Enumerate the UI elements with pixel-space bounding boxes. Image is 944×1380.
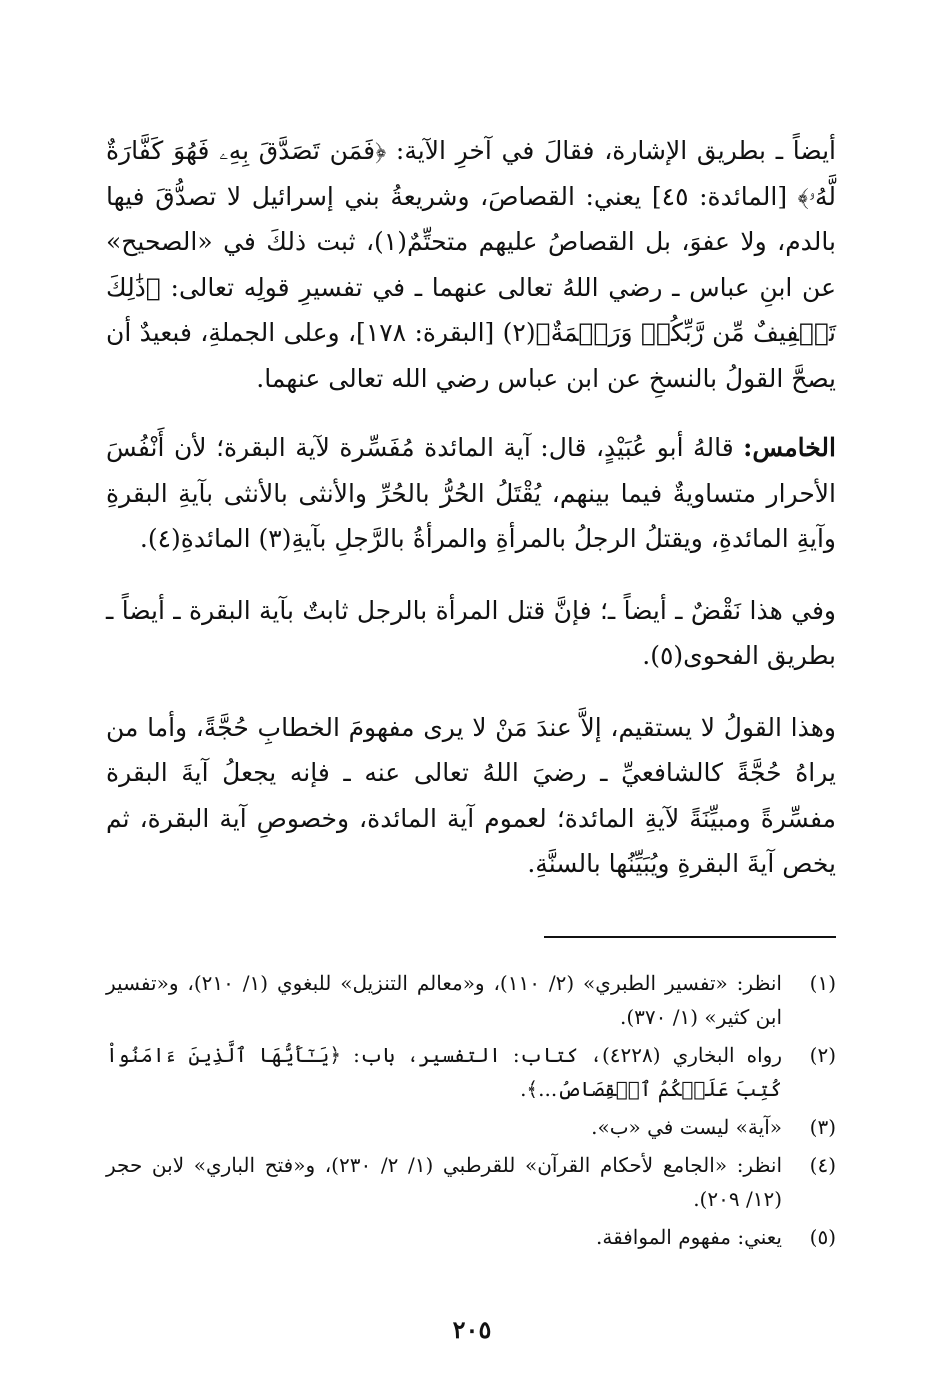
- paragraph: وفي هذا نَقْضٌ ـ أيضاً ـ؛ فإنَّ قتل المرأة بالرجل ثابتٌ بآية البقرة ـ أيضاً ـ بطريق الفحوى(٥).: [106, 595, 836, 670]
- footnote-text: «آية» ليست في «ب».: [591, 1115, 782, 1139]
- footnote: [106, 1110, 836, 1144]
- section-term: الخامس:: [743, 433, 836, 462]
- footnote-text: يعني: مفهوم الموافقة.: [596, 1225, 782, 1249]
- footnote-number: (٤): [809, 1153, 836, 1177]
- footnotes: [106, 966, 836, 1258]
- footnote: [106, 1148, 836, 1216]
- footnote-number: (٣): [809, 1115, 836, 1139]
- footnote-number: (٥): [809, 1225, 836, 1249]
- footnote-divider: [544, 936, 836, 938]
- paragraph-fifth-opinion: [106, 425, 836, 562]
- paragraph: وهذا القولُ لا يستقيم، إلاَّ عندَ مَنْ لا يرى مفهومَ الخطابِ حُجَّةً، وأما من يراهُ حُجَّةً كالشافعيِّ ـ رضيَ اللهُ تعالى عنه ـ فإنه يجعلُ آيةَ البقرة مفسِّرةً ومبيِّنَةً لآيةِ المائدة؛ لعموم آية المائدة، وخصوصِ آية البقرة، ثم يخص آيةَ البقرةِ ويُبَيِّنُها بالسنَّةِ.: [106, 712, 836, 878]
- footnote-text: انظر: «تفسير الطبري» (٢/ ١١٠)، و«معالم التنزيل» للبغوي (١/ ٢١٠)، و«تفسير ابن كثير» (١/ ٣٧٠).: [106, 971, 782, 1029]
- paragraph-text: قالهُ أبو عُبَيْدٍ، قال: آية المائدة مُفَسِّرة لآية البقرة؛ لأن أَنْفُسَ الأحرار متساويةٌ فيما بينهم، يُقْتَلُ الحُرُّ بالحُرِّ والأنثى بالأنثى بآيةِ البقرةِ وآيةِ المائدةِ، ويقتلُ الرجلُ بالمرأةِ والمرأةُ بالرَّجلِ بآيةِ(٣) المائدةِ(٤).: [106, 433, 836, 553]
- footnote-number: (٢): [809, 1043, 836, 1067]
- main-text: [106, 128, 836, 913]
- footnote: [106, 966, 836, 1034]
- page-number: ٢٠٥: [452, 1315, 492, 1344]
- footnote: [106, 1220, 836, 1254]
- paragraph: أيضاً ـ بطريق الإشارة، فقالَ في آخرِ الآية: ﴿فَمَن تَصَدَّقَ بِهِۦ فَهُوَ كَفَّارَةٌ لَّهُۥ﴾ [المائدة: ٤٥] يعني: القصاصَ، وشريعةُ بني إسرائيل لا تصدُّقَ فيها بالدم، ولا عفوَ، بل القصاصُ عليهم متحتِّمٌ(١)، ثبت ذلكَ في «الصحيح» عن ابنِ عباس ـ رضي اللهُ تعالى عنهما ـ في تفسيرِ قولِه تعالى: ﴿ذَٰلِكَ تَخۡفِيفٌ مِّن رَّبِّكُمۡ وَرَحۡمَةٌ﴾(٢) [البقرة: ١٧٨]، وعلى الجملةِ، فبعيدٌ أن يصحَّ القولُ بالنسخِ عن ابن عباس رضي الله تعالى عنهما.: [106, 136, 837, 393]
- footnote-text: رواه البخاري (٤٢٢٨)، كتاب: التفسير، باب: ﴿يَـٰٓأَيُّهَا ٱلَّذِينَ ءَامَنُواْ كُتِبَ عَلَيۡكُمُ ٱلۡقِصَاصُ...﴾.: [106, 1043, 782, 1101]
- footnote-text: انظر: «الجامع لأحكام القرآن» للقرطبي (١/ ٢/ ٢٣٠)، و«فتح الباري» لابن حجر (١٢/ ٢٠٩).: [106, 1153, 782, 1211]
- footnote-number: (١): [809, 971, 836, 995]
- footnote: [106, 1038, 836, 1106]
